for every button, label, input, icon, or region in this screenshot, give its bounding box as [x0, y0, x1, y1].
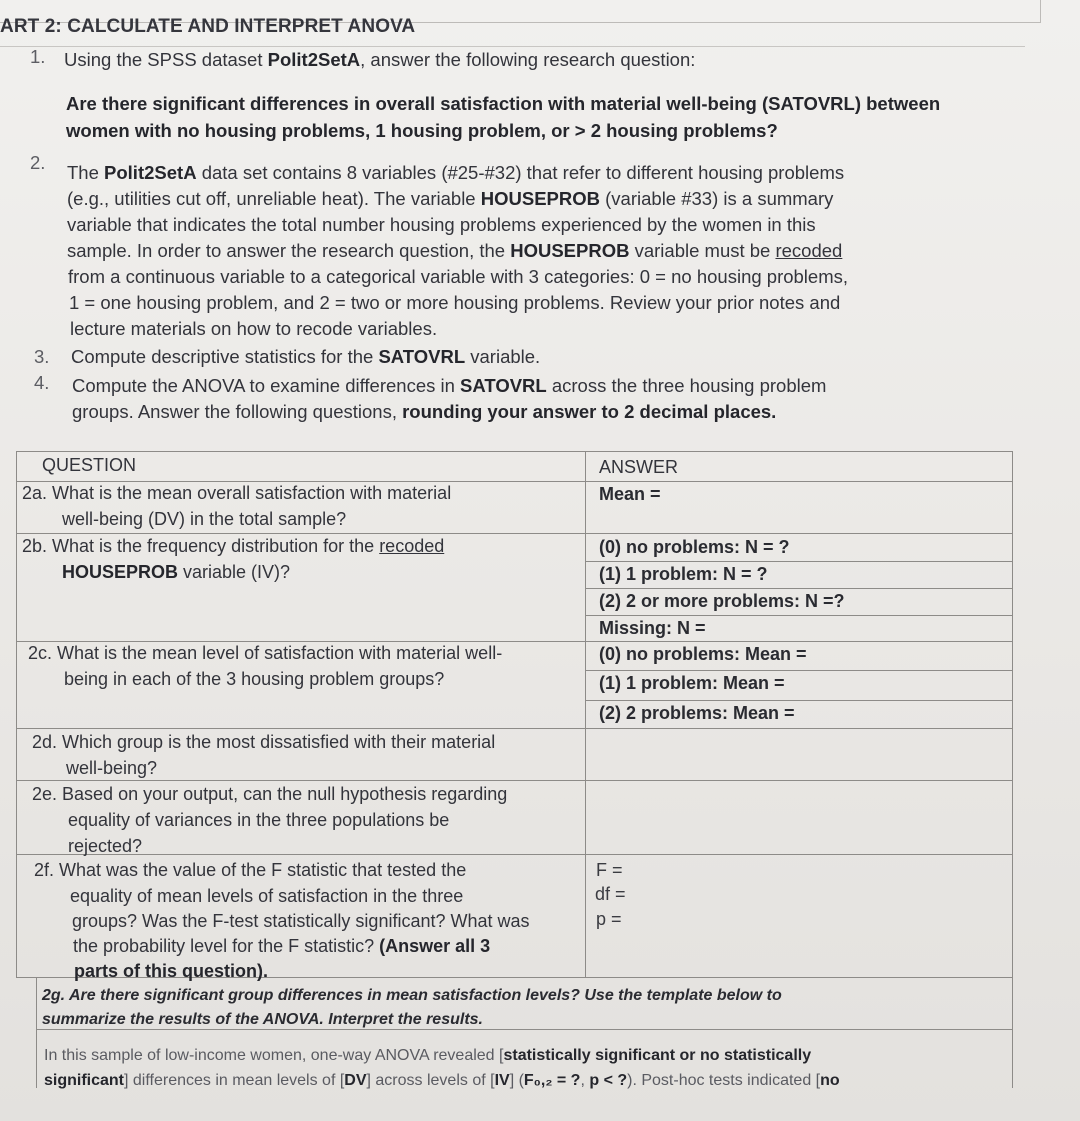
- answer-2f-df: df =: [595, 884, 626, 904]
- research-question-line-2: women with no housing problems, 1 housing problem, or > 2 housing problems?: [66, 120, 778, 141]
- row-divider: [585, 588, 1013, 589]
- question-2f: equality of mean levels of satisfaction in the three: [70, 886, 464, 906]
- row-divider: [585, 670, 1013, 671]
- question-2d: well-being?: [66, 758, 158, 778]
- table-border: [1012, 451, 1013, 977]
- question-2e: 2e. Based on your output, can the null hypothesis regarding: [32, 784, 508, 804]
- item-2-line: (e.g., utilities cut off, unreliable heat). The variable HOUSEPROB (variable #33) is a summary: [67, 188, 834, 209]
- row-divider: [585, 615, 1013, 616]
- row-divider: [16, 854, 1013, 855]
- answer-2f-f: F =: [596, 860, 623, 880]
- table-border: [16, 451, 1013, 452]
- table-border: [16, 451, 17, 977]
- question-2g: 2g. Are there significant group differences in mean satisfaction levels? Use the template below to: [42, 987, 782, 1004]
- item-2-line: from a continuous variable to a categorical variable with 3 categories: 0 = no housing problems,: [68, 266, 849, 287]
- item-2-line: lecture materials on how to recode variables.: [70, 318, 438, 339]
- table-border: [36, 977, 37, 1088]
- item-1-number: 1.: [30, 46, 46, 67]
- item-2-line: 1 = one housing problem, and 2 = two or more housing problems. Review your prior notes and: [69, 292, 841, 313]
- item-4-number: 4.: [34, 372, 50, 393]
- row-divider: [585, 700, 1013, 701]
- table-border: [1012, 977, 1013, 1088]
- answer-2c: (0) no problems: Mean =: [599, 644, 807, 664]
- item-2-line: variable that indicates the total number housing problems experienced by the women in this: [67, 214, 816, 235]
- item-4-line: groups. Answer the following questions, rounding your answer to 2 decimal places.: [72, 401, 777, 422]
- answer-2b: (1) 1 problem: N = ?: [599, 564, 768, 584]
- question-answer-table: [16, 451, 1013, 1088]
- template-line-1: In this sample of low-income women, one-way ANOVA revealed [statistically significant or no statistically: [44, 1047, 812, 1064]
- answer-2a: Mean =: [599, 484, 661, 504]
- question-2b: 2b. What is the frequency distribution for the recoded: [22, 536, 445, 556]
- item-2-line: sample. In order to answer the research question, the HOUSEPROB variable must be recoded: [67, 240, 843, 261]
- item-3-text: Compute descriptive statistics for the SATOVRL variable.: [71, 346, 541, 367]
- question-2f: the probability level for the F statistic? (Answer all 3: [73, 936, 491, 956]
- question-2a: 2a. What is the mean overall satisfaction with material: [22, 483, 452, 503]
- answer-2f-p: p =: [596, 909, 622, 929]
- item-2-number: 2.: [30, 152, 46, 173]
- research-question-line-1: Are there significant differences in overall satisfaction with material well-being (SATOVRL) between: [66, 93, 941, 114]
- answer-2c: (1) 1 problem: Mean =: [599, 673, 785, 693]
- part-title: ART 2: CALCULATE AND INTERPRET ANOVA: [0, 16, 416, 37]
- question-2e: rejected?: [68, 836, 143, 856]
- item-2-line: The Polit2SetA data set contains 8 variables (#25-#32) that refer to different housing problems: [67, 162, 845, 183]
- row-divider: [585, 561, 1013, 562]
- question-2d: 2d. Which group is the most dissatisfied with their material: [32, 732, 496, 752]
- question-2c: being in each of the 3 housing problem groups?: [64, 669, 445, 689]
- answer-2b: (0) no problems: N = ?: [599, 537, 790, 557]
- item-1-text: Using the SPSS dataset Polit2SetA, answer the following research question:: [64, 49, 696, 70]
- top-right-rule: [1040, 0, 1041, 23]
- question-2a: well-being (DV) in the total sample?: [62, 509, 347, 529]
- question-2c: 2c. What is the mean level of satisfaction with material well-: [28, 643, 503, 663]
- column-divider: [585, 451, 586, 977]
- item-3-number: 3.: [34, 346, 50, 367]
- question-2f: groups? Was the F-test statistically significant? What was: [72, 911, 530, 931]
- answer-2c: (2) 2 problems: Mean =: [599, 703, 795, 723]
- question-2f: 2f. What was the value of the F statistic that tested the: [34, 860, 467, 880]
- header-question: QUESTION: [42, 455, 137, 475]
- item-4-line: Compute the ANOVA to examine differences in SATOVRL across the three housing problem: [72, 375, 827, 396]
- answer-2b: (2) 2 or more problems: N =?: [599, 591, 845, 611]
- question-2g: summarize the results of the ANOVA. Interpret the results.: [42, 1011, 483, 1028]
- question-2f: parts of this question).: [74, 961, 269, 981]
- answer-2b: Missing: N =: [599, 618, 706, 638]
- template-line-2: significant] differences in mean levels of [DV] across levels of [IV] (F₀,₂ = ?, p < ?). Post-hoc tests indicated [no: [44, 1072, 840, 1089]
- question-2b: HOUSEPROB variable (IV)?: [62, 562, 291, 582]
- header-answer: ANSWER: [599, 457, 679, 477]
- question-2e: equality of variances in the three populations be: [68, 810, 450, 830]
